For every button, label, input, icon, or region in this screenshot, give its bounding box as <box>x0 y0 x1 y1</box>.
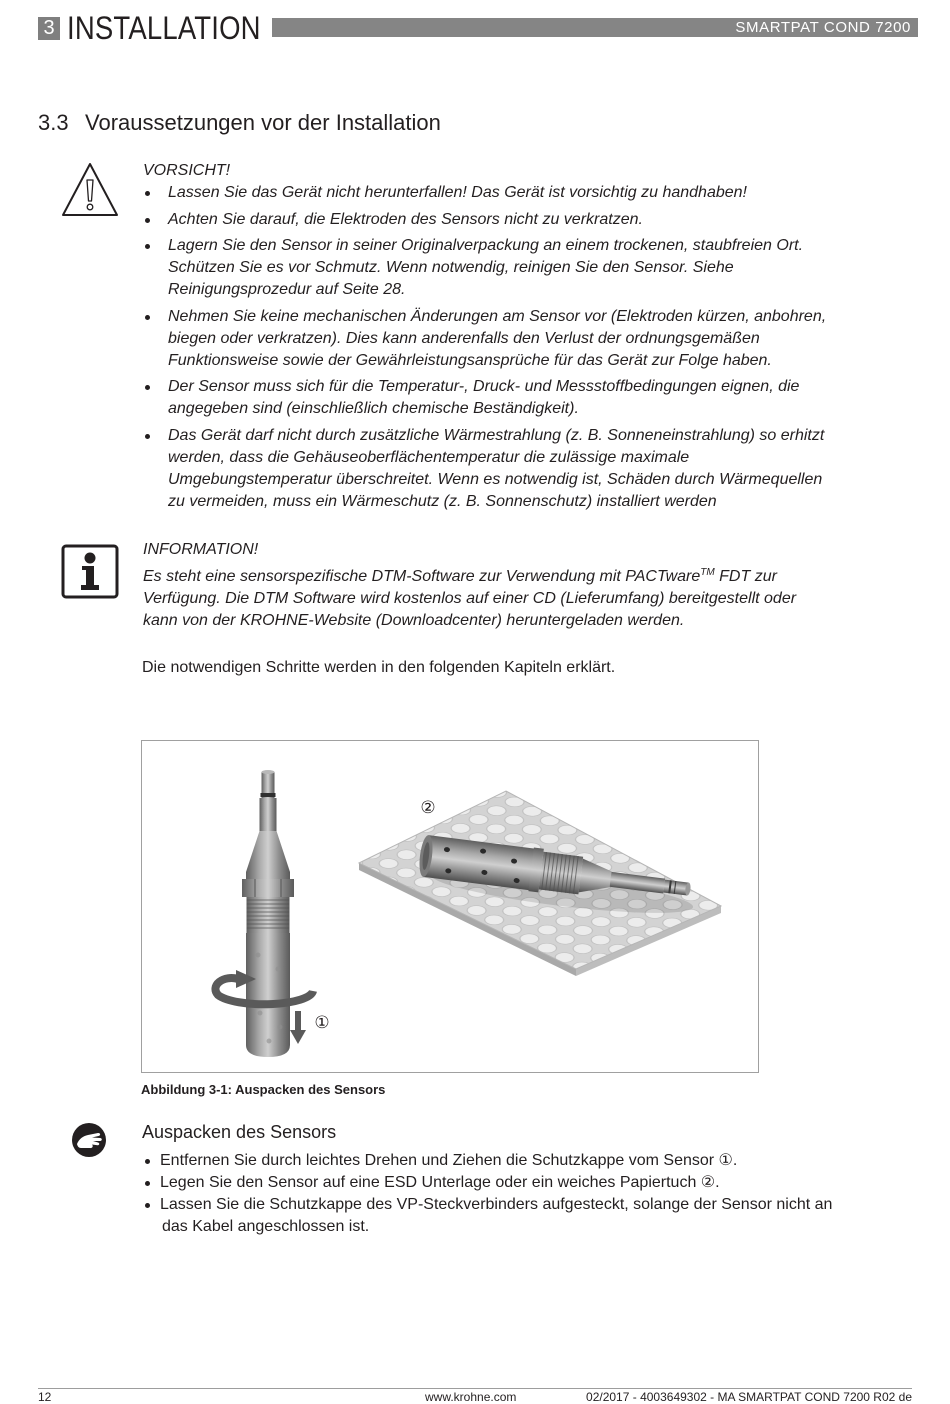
product-bar <box>272 18 918 37</box>
bullet <box>145 1181 150 1186</box>
chapter-number-badge: 3 <box>38 17 60 40</box>
unpacking-list <box>142 1150 918 1238</box>
caution-item-line: werden, dass die Gehäuseoberflächentemperatur die zulässige maximale <box>168 448 690 466</box>
caution-item-line: Schützen Sie es vor Schmutz. Wenn notwendig, reinigen Sie den Sensor. Siehe <box>168 259 734 276</box>
information-line: kann von der KROHNE-Website (Downloadcenter) heruntergeladen werden. <box>143 612 685 629</box>
unpacking-item-line: Lassen Sie die Schutzkappe des VP-Steckverbinders aufgesteckt, solange der Sensor nicht an <box>160 1196 833 1213</box>
caution-item <box>143 209 918 231</box>
trademark-superscript: TM <box>700 567 715 578</box>
caution-item-line: Lagern Sie den Sensor in seiner Originalverpackung an einem trockenen, staubfreien Ort. <box>168 237 804 254</box>
callout-1: ① <box>314 1013 330 1033</box>
unpacking-item <box>142 1194 918 1238</box>
caution-block <box>143 160 918 513</box>
caution-item-line: Achten Sie darauf, die Elektroden des Sensors nicht zu verkratzen. <box>168 210 643 228</box>
caution-item-line: Umgebungstemperatur überschreitet. Wenn es notwendig ist, Schäden durch Wärmequellen <box>168 470 823 488</box>
caution-item-line: angegeben sind (einschließlich chemische Beständigkeit). <box>168 400 579 417</box>
footer-document-reference: 02/2017 - 4003649302 - MA SMARTPAT COND 7200 R02 de <box>586 1390 912 1404</box>
information-line-text: FDT zur <box>714 568 777 585</box>
caution-item-line: biegen oder verkratzen). Dies kann anderenfalls den Verlust der ordnungsgemäßen <box>168 329 760 347</box>
information-line: Verfügung. Die DTM Software wird kostenlos auf einer CD (Lieferumfang) bereitgestellt oder <box>143 590 797 607</box>
figure-caption: Abbildung 3-1: Auspacken des Sensors <box>141 1082 386 1097</box>
caution-item <box>143 306 918 372</box>
caution-item-line: Funktionsweise sowie der Gewährleistungsansprüche für das Gerät zur Folge haben. <box>168 351 772 369</box>
product-name: SMARTPAT COND 7200 <box>735 19 911 36</box>
section-title <box>38 110 441 136</box>
caution-list <box>143 182 918 513</box>
bullet <box>145 434 150 439</box>
caution-item-line: Das Gerät darf nicht durch zusätzliche Wärmestrahlung (z. B. Sonneneinstrahlung) so erhitzt <box>168 426 825 444</box>
bullet <box>145 385 150 390</box>
section-number: 3.3 <box>38 110 69 135</box>
caution-item <box>143 376 918 420</box>
unpacking-item-line: das Kabel angeschlossen ist. <box>162 1218 370 1235</box>
bullet <box>145 244 150 249</box>
bullet <box>145 218 150 223</box>
caution-item <box>143 425 918 513</box>
page-number: 12 <box>38 1390 52 1404</box>
footer-rule <box>38 1388 912 1389</box>
bullet <box>145 315 150 320</box>
unpacking-illustration <box>142 741 758 1072</box>
caution-item-line: Der Sensor muss sich für die Temperatur-, Druck- und Messstoffbedingungen eignen, die <box>168 378 800 395</box>
footer-website: www.krohne.com <box>425 1390 517 1404</box>
unpacking-item <box>142 1172 918 1194</box>
pull-down-arrow-icon <box>290 1011 306 1044</box>
intro-paragraph: Die notwendigen Schritte werden in den folgenden Kapiteln erklärt. <box>142 659 616 676</box>
caution-heading: VORSICHT! <box>143 162 231 179</box>
information-line <box>143 566 918 588</box>
caution-item-line: Reinigungsprozedur auf Seite 28. <box>168 281 406 298</box>
section-title-text: Voraussetzungen vor der Installation <box>85 110 441 135</box>
caution-item-line: Nehmen Sie keine mechanischen Änderungen am Sensor vor (Elektroden kürzen, anbohren, <box>168 307 827 325</box>
unpacking-heading: Auspacken des Sensors <box>142 1122 337 1142</box>
bullet <box>145 1159 150 1164</box>
information-heading: INFORMATION! <box>143 541 259 558</box>
information-block <box>143 539 918 632</box>
figure-frame <box>141 740 759 1073</box>
bullet <box>145 191 150 196</box>
information-line-text: Es steht eine sensorspezifische DTM-Software zur Verwendung mit PACTware <box>143 568 701 585</box>
info-icon <box>61 544 119 599</box>
sensor-with-cap-illustration <box>242 770 294 1057</box>
information-text <box>143 566 918 632</box>
caution-item-line: Lassen Sie das Gerät nicht herunterfallen! Das Gerät ist vorsichtig zu handhaben! <box>168 184 747 201</box>
caution-item-line: zu vermeiden, muss ein Wärmeschutz (z. B. Sonnenschutz) installiert werden <box>168 492 717 510</box>
chapter-title: INSTALLATION <box>67 10 261 46</box>
unpacking-item-line: Entfernen Sie durch leichtes Drehen und Ziehen die Schutzkappe vom Sensor ①. <box>160 1152 738 1169</box>
caution-item <box>143 235 918 301</box>
warning-triangle-icon <box>60 161 120 219</box>
caution-item <box>143 182 918 204</box>
bullet <box>145 1203 150 1208</box>
unpacking-item <box>142 1150 918 1172</box>
callout-2: ② <box>420 798 436 818</box>
unpacking-item-line: Legen Sie den Sensor auf eine ESD Unterlage oder ein weiches Papiertuch ②. <box>160 1174 720 1191</box>
hand-icon <box>71 1122 107 1158</box>
